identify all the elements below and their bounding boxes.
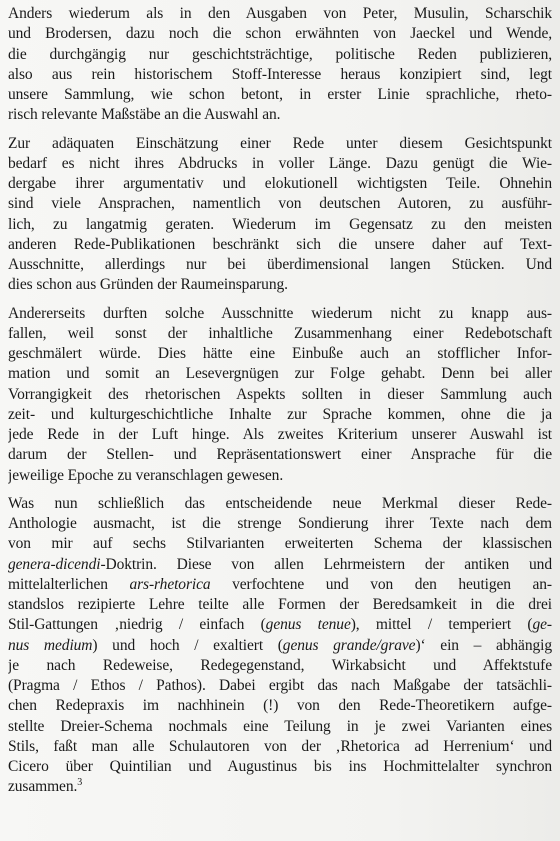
text-line: [8, 757, 552, 777]
text-segment: verfochtene und von den heutigen an-: [210, 575, 552, 593]
text-segment: dergabe ihrer argumentativ und elokutionell wichtigsten Teile. Ohnehin: [8, 175, 552, 192]
text-segment: darum der Stellen- und Repräsentationswert einer Ansprache für die: [8, 446, 552, 464]
text-segment: Cicero über Quintilian und Augustinus bis ins Hochmittelalter synchron: [8, 758, 552, 775]
text-segment: Vorrangigkeit des rhetorischen Aspekts sollten in dieser Sammlung auch: [8, 385, 552, 403]
text-line: [8, 494, 552, 514]
text-segment: von mir auf sechs Stilvarianten erweiterten Schema der klassischen: [8, 535, 552, 553]
italic-term: genera-dicendi: [8, 555, 101, 573]
text-segment: lich, zu langatmig geraten. Wiederum im Gegensatz zu den meisten: [8, 215, 552, 233]
text-line: [8, 656, 552, 676]
text-line: [8, 275, 552, 295]
text-segment: geschmälert würde. Dies hätte eine Einbuße auch an stofflicher Infor-: [8, 345, 552, 362]
text-segment: (Pragma / Ethos / Pathos). Dabei ergibt das nach Maßgabe der tatsächli-: [8, 677, 552, 694]
paragraph-4: [8, 494, 552, 798]
text-segment: also aus rein historischem Stoff-Interesse heraus konzipiert sind, legt: [8, 65, 552, 83]
text-segment: risch relevante Maßstäbe an die Auswahl an.: [8, 106, 281, 124]
text-line: [8, 717, 552, 737]
text-segment: standslos rezipierte Lehre teilte alle Formen der Beredsamkeit in die drei: [8, 596, 552, 613]
text-segment: jeweilige Epoche zu veranschlagen gewesen.: [8, 466, 284, 484]
text-line: [8, 24, 552, 44]
text-segment: zeit- und kulturgeschichtliche Inhalte zur Sprache kommen, ohne die ja: [8, 405, 552, 423]
text-segment: ), mittel / temperiert (: [350, 616, 533, 634]
text-line: [8, 425, 552, 445]
text-segment: anderen Rede-Publikationen beschränkt sich die unsere daher auf Text-: [8, 235, 552, 253]
italic-term: ge-: [532, 616, 552, 634]
text-segment: und Brodersen, dazu noch die schon erwähnten von Jaeckel und Wende,: [8, 25, 552, 43]
text-segment: zusammen.: [8, 778, 78, 796]
text-segment: mittelalterlichen: [8, 575, 130, 593]
text-line: [8, 696, 552, 716]
text-segment: Zur adäquaten Einschätzung einer Rede unter diesem Gesichtspunkt: [8, 134, 552, 152]
text-segment: Stil-Gattungen ‚niedrig / einfach (: [8, 616, 266, 634]
text-line: [8, 134, 552, 154]
text-line: [8, 737, 552, 757]
italic-term: genus grande/grave: [282, 636, 416, 654]
text-segment: chen Redepraxis im nachhinein (!) von den Rede-Theoretikern aufge-: [8, 697, 552, 715]
text-line: [8, 255, 552, 275]
text-segment: )‘ ein – abhängig: [415, 636, 552, 654]
text-segment: Anthologie ausmacht, ist die strenge Sondierung ihrer Texte nach dem: [8, 515, 552, 532]
text-line: [8, 595, 552, 615]
text-line: [8, 615, 552, 635]
text-line: [8, 304, 552, 324]
text-line: [8, 575, 552, 595]
text-line: [8, 154, 552, 174]
text-segment: Stils, faßt man alle Schulautoren von der ‚Rhetorica ad Herrenium‘ und: [8, 737, 552, 755]
text-line: [8, 65, 552, 85]
text-segment: Andererseits durften solche Ausschnitte wiederum nicht zu knapp aus-: [8, 304, 552, 322]
text-line: [8, 324, 552, 344]
text-segment: stellte Dreier-Schema nochmals eine Teilung in je zwei Varianten eines: [8, 717, 552, 735]
italic-term: nus medium: [8, 636, 93, 654]
text-line: [8, 344, 552, 364]
text-segment: jede Rede in der Luft hinge. Als zweites Kriterium unserer Auswahl ist: [8, 426, 552, 443]
text-line: [8, 445, 552, 465]
text-line: [8, 364, 552, 384]
text-segment: Ausschnitte, allerdings nur bei überdimensional langen Stücken. Und: [8, 256, 552, 273]
text-line: [8, 235, 552, 255]
text-line: [8, 534, 552, 554]
footnote-ref: 3: [77, 777, 83, 789]
text-line: [8, 105, 552, 125]
paragraph-2: [8, 134, 552, 296]
text-segment: Was nun schließlich das entscheidende neue Merkmal dieser Rede-: [8, 494, 552, 512]
text-segment: unsere Sammlung, wie schon betont, in erster Linie sprachliche, rheto-: [8, 86, 552, 103]
text-segment: je nach Redeweise, Redegegenstand, Wirkabsicht und Affektstufe: [8, 656, 552, 674]
text-line: [8, 45, 552, 65]
text-line: [8, 676, 552, 696]
text-segment: die durchgängig nur geschichtsträchtige, politische Reden publizieren,: [8, 45, 552, 63]
text-line: [8, 194, 552, 214]
text-line: [8, 466, 552, 486]
text-segment: bedarf es nicht ihres Abdrucks in voller Länge. Dazu genügt die Wie-: [8, 154, 552, 172]
text-segment: Anders wiederum als in den Ausgaben von Peter, Musulin, Scharschik: [8, 5, 552, 22]
text-body: [8, 4, 552, 798]
text-line: [8, 636, 552, 656]
text-segment: sind viele Ansprachen, namentlich von deutschen Autoren, zu ausführ-: [8, 195, 552, 213]
text-line: [8, 555, 552, 575]
text-segment: fallen, weil sonst der inhaltliche Zusammenhang einer Redebotschaft: [8, 324, 552, 342]
text-line: [8, 514, 552, 534]
text-segment: -Doktrin. Diese von allen Lehrmeistern der antiken und: [100, 555, 552, 573]
text-line: [8, 4, 552, 24]
text-line: [8, 85, 552, 105]
text-segment: mation und somit an Lesevergnügen zur Folge gehabt. Denn bei aller: [8, 365, 552, 383]
text-line: [8, 174, 552, 194]
paragraph-1: [8, 4, 552, 126]
text-segment: ) und hoch / exaltiert (: [92, 636, 283, 654]
text-line: [8, 777, 552, 797]
text-line: [8, 215, 552, 235]
italic-term: genus tenue: [265, 616, 351, 634]
paragraph-3: [8, 304, 552, 486]
text-line: [8, 385, 552, 405]
italic-term: ars-rhetorica: [129, 575, 211, 593]
text-segment: dies schon aus Gründen der Raumeinsparung.: [8, 276, 288, 294]
text-line: [8, 405, 552, 425]
